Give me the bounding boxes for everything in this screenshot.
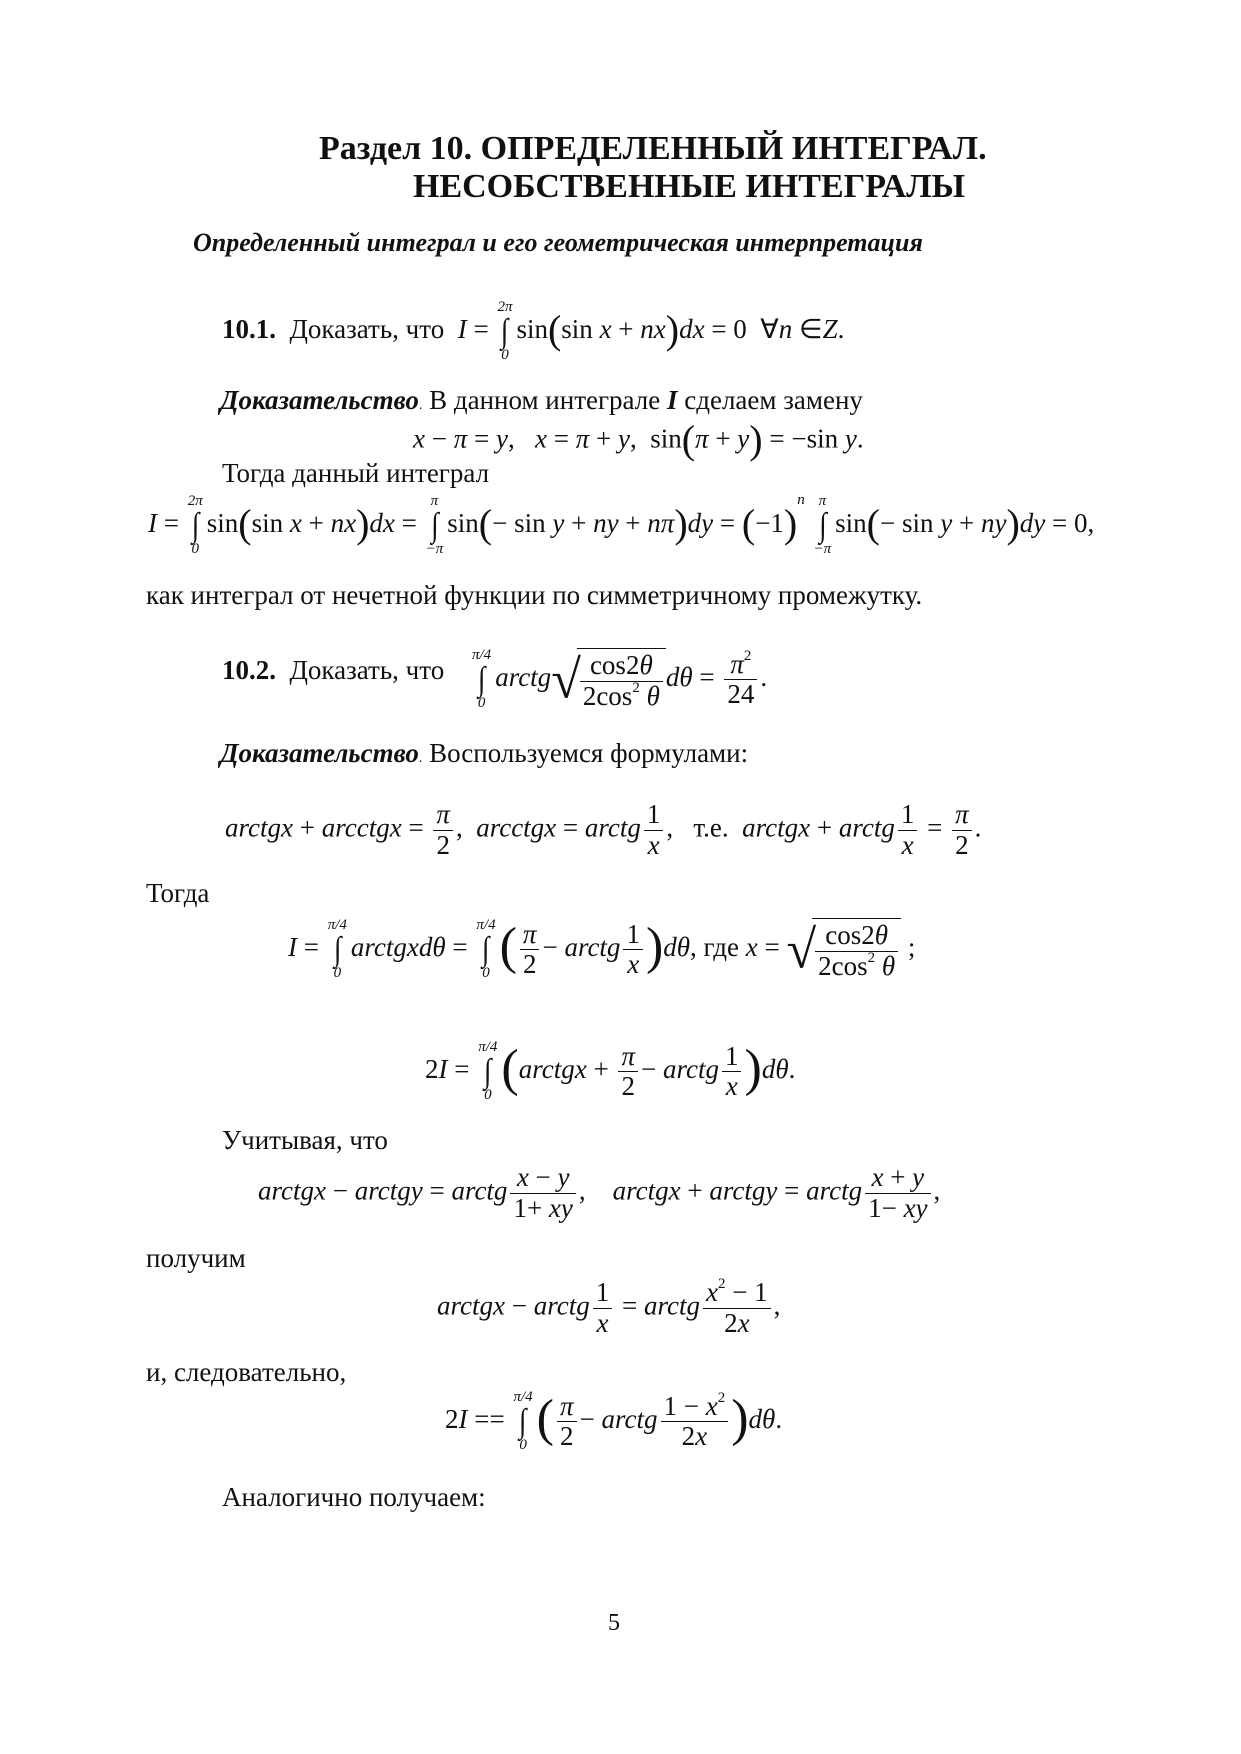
problem-intro: Доказать, что (289, 655, 445, 685)
formula-10-2: π/4 ∫ 0 arctg√ $\frac{\cos 2\theta}{2\cos^2 \theta}$ dθ = $\frac{\pi^2}{24}$ . (472, 647, 768, 712)
section-title-line2: НЕСОБСТВЕННЫЕ ИНТЕГРАЛЫ (413, 168, 965, 205)
proof-10-1-intro: Доказательство. В данном интеграле I сделаем замену (220, 385, 863, 415)
proof-text: Воспользуемся формулами: (429, 738, 749, 768)
formula-I-definition: I = π/4 ∫ 0 arctgxdθ = π/4 ∫ 0 ( $\frac{\pi}{2}$ − arctg $\frac{1}{x}$ )dθ, где x = √ $\frac{\cos 2\theta}{2\cos^2 \theta}$ ; (288, 917, 916, 982)
formula-2I: 2I = π/4 ∫ 0 (arctgx + $\frac{\pi}{2}$ − arctg $\frac{1}{x}$ )dθ. (425, 1039, 796, 1104)
problem-10-1 (222, 300, 844, 364)
conclusion-text: как интеграл от нечетной функции по симметричному промежутку. (146, 580, 923, 610)
formula-substitution: x − π = y, x = π + y, sin(π + y) = −sin y. (413, 417, 864, 462)
similarly-text: Аналогично получаем: (222, 1482, 486, 1512)
proof-text2: сделаем замену (684, 385, 863, 415)
formula-integral-chain: I = 2π ∫ 0 sin(sin x + nx)dx = π ∫ −π sin(− sin y + ny + $n\pi)dy = (-1)^n$ π ∫ −π sin(− sin y + ny)dy = 0, (148, 492, 1095, 558)
get-text: получим (146, 1243, 246, 1273)
section-title-line1: Раздел 10. ОПРЕДЕЛЕННЫЙ ИНТЕГРАЛ. (319, 130, 987, 167)
subsection-title: Определенный интеграл и его геометрическая интерпретация (193, 228, 923, 257)
formula-10-1: I = 2π ∫ 0 sin(sin x + nx)dx = 0 ∀n ∈Z. (457, 299, 845, 364)
te-text: т.е. (693, 812, 729, 843)
proof-var: I (666, 385, 678, 415)
proof-text: В данном интеграле (429, 385, 661, 415)
proof-label: Доказательство (220, 385, 419, 415)
formula-arctg-sum-diff: arctgx − arctgy = arctg $\frac{x - y}{1+ xy}$ , arctgx + arctgy = arctg $\frac{x + y}{1- xy}$ , (258, 1162, 941, 1223)
problem-10-2 (222, 655, 444, 686)
problem-number: 10.2. (222, 655, 276, 685)
proof-10-2-intro: Доказательство. Воспользуемся формулами: (220, 738, 749, 768)
problem-intro: Доказать, что (289, 314, 445, 345)
formula-arctg-identities: arctgx + arcctgx = $\frac{\pi}{2}$ , arcctgx = arctg $\frac{1}{x}$ , т.е. arctgx + arctg $\frac{1}{x}$ = $\frac{\pi}{2}$ . (225, 799, 982, 860)
problem-number: 10.1. (222, 314, 276, 345)
proof-label: Доказательство (220, 738, 419, 768)
considering-text: Учитывая, что (222, 1125, 388, 1155)
formula-arctg-difference: arctgx − arctg $\frac{1}{x}$ = arctg $\frac{x^2 - 1}{2x}$ , (437, 1276, 781, 1338)
formula-2I-final: 2I == π/4 ∫ 0 ( $\frac{\pi}{2}$ − arctg $\frac{1 - x^2}{2x}$ )dθ. (445, 1389, 783, 1454)
hence-text: и, следовательно, (146, 1357, 347, 1387)
where-text: где (703, 932, 739, 963)
page-number: 5 (608, 1610, 620, 1636)
then-text: Тогда (146, 878, 210, 908)
then-text: Тогда данный интеграл (222, 458, 490, 488)
